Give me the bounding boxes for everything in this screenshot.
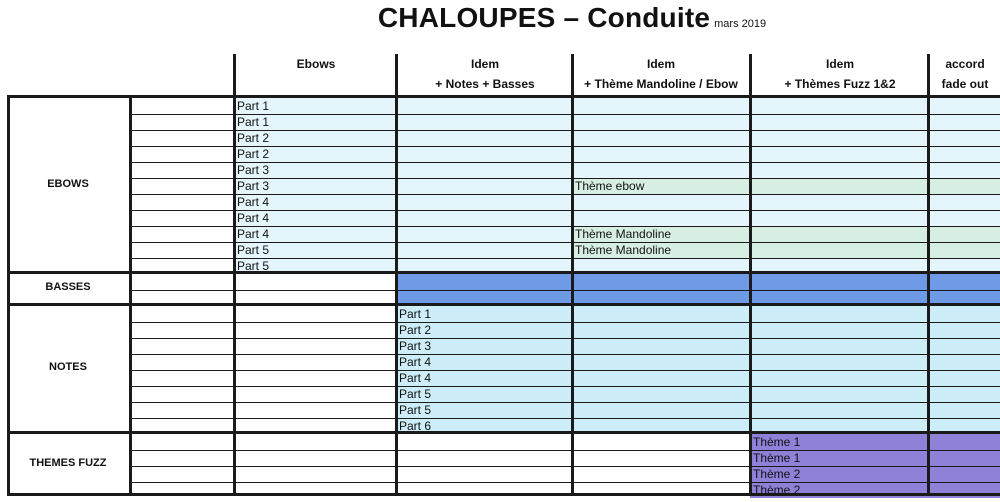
ebows-part-cell: Part 3: [237, 163, 270, 177]
ebows-part-cell: Part 4: [237, 195, 270, 209]
col-header-themes-fuzz: Idem + Thèmes Fuzz 1&2: [784, 57, 896, 91]
ebows-theme-cell: Thème ebow: [575, 179, 645, 193]
ebows-part-cell: Part 5: [237, 243, 270, 257]
cell-fill: [396, 274, 1000, 290]
notes-part-cell: Part 6: [399, 419, 432, 433]
col-header-notes-basses: Idem + Notes + Basses: [435, 57, 535, 91]
ebows-part-cell: Part 1: [237, 115, 270, 129]
fuzz-theme-cell: Thème 2: [753, 467, 801, 481]
section-label-notes: NOTES: [49, 361, 87, 373]
col-divider: [927, 54, 930, 496]
fuzz-theme-cell: Thème 1: [753, 435, 801, 449]
ebows-part-cell: Part 4: [237, 211, 270, 225]
section-border: [8, 95, 1000, 98]
col-header-ebows: Ebows: [296, 57, 336, 71]
ebows-part-cell: Part 5: [237, 259, 270, 273]
col-divider-left: [7, 95, 10, 496]
section-label-ebows: EBOWS: [47, 178, 89, 190]
ebows-part-cell: Part 2: [237, 131, 270, 145]
ebows-theme-cell: Thème Mandoline: [575, 227, 672, 241]
ebows-part-cell: Part 2: [237, 147, 270, 161]
col-divider-labels: [129, 95, 132, 496]
notes-part-cell: Part 2: [399, 323, 432, 337]
ebows-theme-cell: Thème Mandoline: [575, 243, 672, 257]
section-label-basses: BASSES: [45, 281, 91, 293]
row-line: [130, 290, 1000, 291]
fuzz-theme-cell: Thème 2: [753, 483, 801, 497]
notes-part-cell: Part 4: [399, 371, 432, 385]
col-divider: [749, 54, 752, 496]
ebows-part-cell: Part 3: [237, 179, 270, 193]
fuzz-theme-cell: Thème 1: [753, 451, 801, 465]
notes-part-cell: Part 1: [399, 307, 432, 321]
ebows-part-cell: Part 4: [237, 227, 270, 241]
ebows-part-cell: Part 1: [237, 99, 270, 113]
section-label-themes-fuzz: THEMES FUZZ: [29, 457, 107, 469]
notes-part-cell: Part 5: [399, 403, 432, 417]
notes-part-cell: Part 4: [399, 355, 432, 369]
title-date: mars 2019: [714, 18, 767, 30]
section-border: [8, 271, 1000, 274]
notes-part-cell: Part 3: [399, 339, 432, 353]
col-header-theme-mandoline: Idem + Thème Mandoline / Ebow: [584, 57, 738, 91]
col-header-fade-out: accord fade out: [941, 57, 989, 91]
page-title: CHALOUPES – Conduite: [377, 2, 711, 33]
notes-part-cell: Part 5: [399, 387, 432, 401]
